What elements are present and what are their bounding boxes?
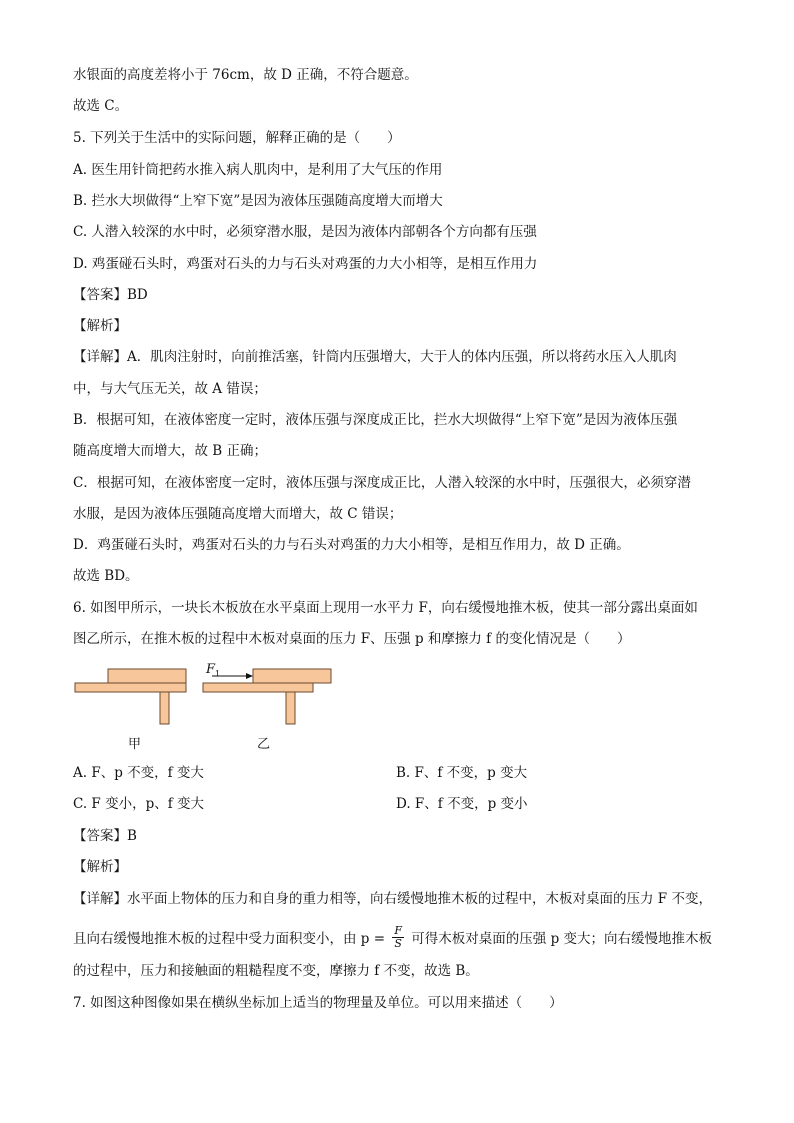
figure-label-yi: 乙 [257, 737, 271, 752]
text-line: 故选 C。 [73, 98, 129, 114]
detail-line: C．根据可知，在液体密度一定时，液体压强与深度成正比，人潜入较深的水中时，压强很大，必须穿潜 [73, 475, 691, 491]
force-arrowhead [246, 673, 253, 679]
detail-line: 【详解】水平面上物体的压力和自身的重力相等，向右缓慢地推木板的过程中，木板对桌面的压力 F 不变， [73, 891, 712, 907]
detail-line: 【详解】A．肌肉注射时，向前推活塞，针筒内压强增大，大于人的体内压强，所以将药水压入人肌肉 [73, 349, 677, 365]
option-c: C. F 变小，p、f 变大 [73, 796, 205, 812]
analysis-label: 【解析】 [73, 318, 127, 334]
detail-line: 水服，是因为液体压强随高度增大而增大，故 C 错误； [73, 506, 403, 522]
figure-label-jia: 甲 [128, 737, 142, 752]
board-yi [253, 669, 331, 683]
question-6-cont: 图乙所示，在推木板的过程中木板对桌面的压力 F、压强 p 和摩擦力 f 的变化情况是（ ） [73, 631, 631, 647]
option-d: D. F、f 不变，p 变小 [396, 796, 528, 812]
table-leg-yi [286, 692, 295, 724]
option-b: B. 拦水大坝做得“上窄下宽”是因为液体压强随高度增大而增大 [73, 193, 443, 209]
detail-line: D．鸡蛋碰石头时，鸡蛋对石头的力与石头对鸡蛋的力大小相等，是相互作用力，故 D 正确。 [73, 537, 630, 553]
detail-line: 的过程中，压力和接触面的粗糙程度不变，摩擦力 f 不变，故选 B。 [73, 963, 479, 979]
board-jia [108, 669, 186, 683]
formula-tail: 可得木板对桌面的压强 p 变大；向右缓慢地推木板 [411, 931, 713, 947]
detail-line: 中，与大气压无关，故 A 错误； [73, 381, 267, 397]
pressure-fraction [392, 925, 404, 950]
answer-label: 【答案】B [73, 828, 137, 844]
question-5: 5. 下列关于生活中的实际问题，解释正确的是（ ） [73, 130, 401, 146]
question-6: 6. 如图甲所示，一块长木板放在水平桌面上现用一水平力 F，向右缓慢地推木板，使其一部分露出桌面如 [73, 600, 698, 616]
detail-line: B．根据可知，在液体密度一定时，液体压强与深度成正比，拦水大坝做得“上窄下宽”是因为液体压强 [73, 412, 678, 428]
formula-lead: 且向右缓慢地推木板的过程中受力面积变小，由 p = [73, 931, 386, 947]
option-a: A. F、p 不变，f 变大 [73, 765, 204, 781]
table-leg-jia [160, 692, 169, 724]
detail-line: 随高度增大而增大，故 B 正确； [73, 443, 268, 459]
fraction-denominator: S [394, 937, 402, 950]
select-line: 故选 BD。 [73, 568, 139, 584]
option-d: D. 鸡蛋碰石头时，鸡蛋对石头的力与石头对鸡蛋的力大小相等，是相互作用力 [73, 256, 538, 272]
analysis-label: 【解析】 [73, 859, 127, 875]
question-7: 7. 如图这种图像如果在横纵坐标加上适当的物理量及单位。可以用来描述（ ） [73, 995, 563, 1011]
table-top-jia [75, 683, 186, 692]
text-line: 水银面的高度差将小于 76cm，故 D 正确，不符合题意。 [73, 67, 418, 83]
detail-line-with-formula [73, 924, 713, 952]
answer-label: 【答案】BD [73, 287, 148, 303]
option-a: A. 医生用针筒把药水推入病人肌肉中，是利用了大气压的作用 [73, 162, 443, 178]
option-c: C. 人潜入较深的水中时，必须穿潜水服，是因为液体内部朝各个方向都有压强 [73, 224, 537, 240]
option-b: B. F、f 不变，p 变大 [396, 765, 528, 781]
force-label: $F_1$ [206, 662, 221, 679]
fraction-numerator: F [394, 924, 402, 937]
table-top-yi [203, 683, 313, 692]
